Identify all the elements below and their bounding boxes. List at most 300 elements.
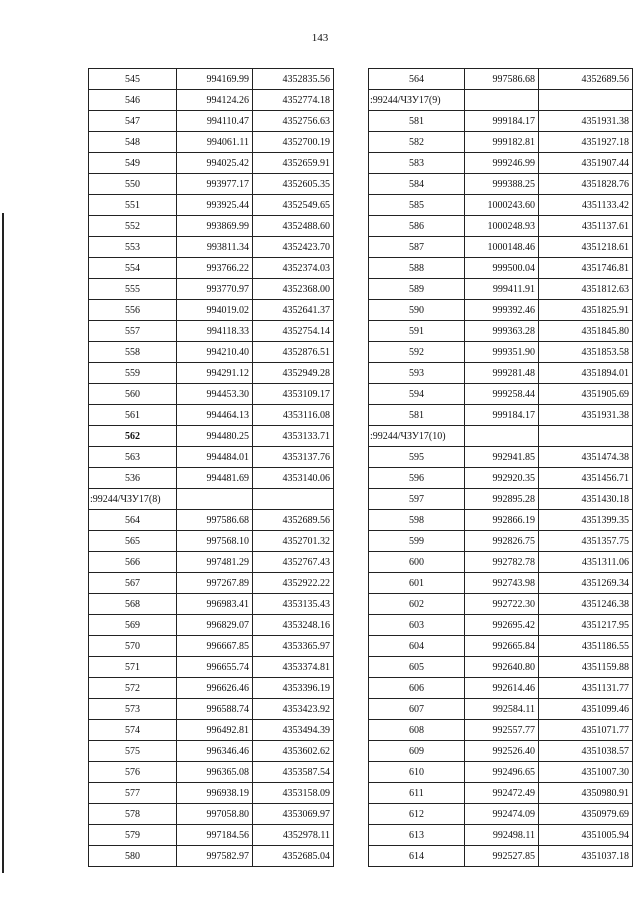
- x-coordinate-cell: 993869.99: [177, 216, 253, 237]
- y-coordinate-cell: 4353396.19: [253, 678, 334, 699]
- y-coordinate-cell: 4351746.81: [539, 258, 633, 279]
- x-coordinate-cell: 999182.81: [465, 132, 539, 153]
- x-coordinate-cell: 996626.46: [177, 678, 253, 699]
- x-coordinate-cell: 1000148.46: [465, 237, 539, 258]
- point-number-cell: 565: [89, 531, 177, 552]
- x-coordinate-cell: 994110.47: [177, 111, 253, 132]
- point-number-cell: 561: [89, 405, 177, 426]
- y-coordinate-cell: 4352754.14: [253, 321, 334, 342]
- point-number-cell: 605: [369, 657, 465, 678]
- point-number-cell: 579: [89, 825, 177, 846]
- table-row: [369, 216, 633, 237]
- x-coordinate-cell: 999388.25: [465, 174, 539, 195]
- x-coordinate-cell: 992584.11: [465, 699, 539, 720]
- point-number-cell: 587: [369, 237, 465, 258]
- y-coordinate-cell: 4352700.19: [253, 132, 334, 153]
- y-coordinate-cell: 4353602.62: [253, 741, 334, 762]
- y-coordinate-cell: 4352876.51: [253, 342, 334, 363]
- x-coordinate-cell: 992743.98: [465, 573, 539, 594]
- x-coordinate-cell: 994061.11: [177, 132, 253, 153]
- point-number-cell: 572: [89, 678, 177, 699]
- table-row: [369, 510, 633, 531]
- table-row: [369, 741, 633, 762]
- point-number-cell: 583: [369, 153, 465, 174]
- x-coordinate-cell: 992614.46: [465, 678, 539, 699]
- x-coordinate-cell: 994484.01: [177, 447, 253, 468]
- table-row: [89, 405, 334, 426]
- x-coordinate-cell: 994453.30: [177, 384, 253, 405]
- table-row: [89, 468, 334, 489]
- y-coordinate-cell: 4351186.55: [539, 636, 633, 657]
- y-coordinate-cell: 4351828.76: [539, 174, 633, 195]
- table-row: [89, 384, 334, 405]
- point-number-cell: 608: [369, 720, 465, 741]
- y-coordinate-cell: 4351159.88: [539, 657, 633, 678]
- table-row: [89, 447, 334, 468]
- point-number-cell: 600: [369, 552, 465, 573]
- point-number-cell: 569: [89, 615, 177, 636]
- table-row: [369, 384, 633, 405]
- y-coordinate-cell: 4352488.60: [253, 216, 334, 237]
- x-coordinate-cell: 992665.84: [465, 636, 539, 657]
- point-number-cell: 566: [89, 552, 177, 573]
- table-row: [369, 300, 633, 321]
- y-coordinate-cell: 4353133.71: [253, 426, 334, 447]
- table-row: [89, 678, 334, 699]
- y-coordinate-cell: 4353109.17: [253, 384, 334, 405]
- y-coordinate-cell: 4351311.06: [539, 552, 633, 573]
- x-coordinate-cell: 1000248.93: [465, 216, 539, 237]
- point-number-cell: 564: [89, 510, 177, 531]
- y-coordinate-cell: 4351905.69: [539, 384, 633, 405]
- x-coordinate-cell: 999258.44: [465, 384, 539, 405]
- x-coordinate-cell: 999500.04: [465, 258, 539, 279]
- table-row: [369, 531, 633, 552]
- point-number-cell: 592: [369, 342, 465, 363]
- point-number-cell: 575: [89, 741, 177, 762]
- y-coordinate-cell: 4352774.18: [253, 90, 334, 111]
- table-row: [369, 552, 633, 573]
- x-coordinate-cell: 999246.99: [465, 153, 539, 174]
- y-coordinate-cell: 4351907.44: [539, 153, 633, 174]
- y-coordinate-cell: 4351005.94: [539, 825, 633, 846]
- table-row: [89, 594, 334, 615]
- x-coordinate-cell: 994291.12: [177, 363, 253, 384]
- y-coordinate-cell: 4353248.16: [253, 615, 334, 636]
- point-number-cell: 610: [369, 762, 465, 783]
- y-coordinate-cell: 4352949.28: [253, 363, 334, 384]
- x-coordinate-cell: 994480.25: [177, 426, 253, 447]
- x-coordinate-cell: 999281.48: [465, 363, 539, 384]
- x-coordinate-cell: 994124.26: [177, 90, 253, 111]
- table-row: [89, 741, 334, 762]
- point-number-cell: 552: [89, 216, 177, 237]
- table-row: [369, 489, 633, 510]
- point-number-cell: 571: [89, 657, 177, 678]
- table-row: [89, 510, 334, 531]
- y-coordinate-cell: 4352549.65: [253, 195, 334, 216]
- x-coordinate-cell: 994169.99: [177, 69, 253, 90]
- table-row: [89, 132, 334, 153]
- y-coordinate-cell: 4351825.91: [539, 300, 633, 321]
- x-coordinate-cell: 992920.35: [465, 468, 539, 489]
- point-number-cell: 557: [89, 321, 177, 342]
- page-number: 143: [311, 32, 329, 44]
- table-row: [369, 846, 633, 867]
- y-coordinate-cell: 4351474.38: [539, 447, 633, 468]
- point-number-cell: 554: [89, 258, 177, 279]
- y-coordinate-cell: 4350979.69: [539, 804, 633, 825]
- x-coordinate-cell: 996938.19: [177, 783, 253, 804]
- point-number-cell: 606: [369, 678, 465, 699]
- y-coordinate-cell: 4353587.54: [253, 762, 334, 783]
- table-row: [89, 699, 334, 720]
- y-coordinate-cell: 4351137.61: [539, 216, 633, 237]
- y-coordinate-cell: 4351133.42: [539, 195, 633, 216]
- table-row: [369, 573, 633, 594]
- point-number-cell: 576: [89, 762, 177, 783]
- y-coordinate-cell: 4351037.18: [539, 846, 633, 867]
- table-row: [369, 111, 633, 132]
- x-coordinate-cell: 992895.28: [465, 489, 539, 510]
- margin-bar: [2, 213, 4, 873]
- y-coordinate-cell: 4350980.91: [539, 783, 633, 804]
- x-coordinate-cell: 992782.78: [465, 552, 539, 573]
- table-row: [369, 279, 633, 300]
- table-row: [89, 363, 334, 384]
- y-coordinate-cell: 4353374.81: [253, 657, 334, 678]
- table-row: [369, 237, 633, 258]
- y-coordinate-cell: 4351853.58: [539, 342, 633, 363]
- point-number-cell: 607: [369, 699, 465, 720]
- x-coordinate-cell: 996365.08: [177, 762, 253, 783]
- y-coordinate-cell: 4352978.11: [253, 825, 334, 846]
- y-coordinate-cell: 4353140.06: [253, 468, 334, 489]
- point-number-cell: 548: [89, 132, 177, 153]
- x-coordinate-cell: 992557.77: [465, 720, 539, 741]
- coordinates-table-left: [88, 68, 334, 867]
- table-row: [89, 657, 334, 678]
- table-row: [89, 846, 334, 867]
- x-coordinate-cell: 1000243.60: [465, 195, 539, 216]
- y-coordinate-cell: 4353365.97: [253, 636, 334, 657]
- y-coordinate-cell: 4351430.18: [539, 489, 633, 510]
- table-row: [89, 573, 334, 594]
- table-row: [89, 804, 334, 825]
- point-number-cell: 578: [89, 804, 177, 825]
- x-coordinate-cell: 997586.68: [177, 510, 253, 531]
- y-coordinate-cell: 4351357.75: [539, 531, 633, 552]
- point-number-cell: 562: [89, 426, 177, 447]
- point-number-cell: 584: [369, 174, 465, 195]
- point-number-cell: 546: [89, 90, 177, 111]
- y-coordinate-cell: 4352689.56: [253, 510, 334, 531]
- y-coordinate-cell: 4353423.92: [253, 699, 334, 720]
- section-label: :99244/ЧЗУ17(10): [369, 426, 465, 447]
- x-coordinate-cell: 999411.91: [465, 279, 539, 300]
- table-row: [369, 258, 633, 279]
- table-row: [369, 69, 633, 90]
- x-coordinate-cell: 992526.40: [465, 741, 539, 762]
- y-coordinate-cell: 4351931.38: [539, 111, 633, 132]
- point-number-cell: 568: [89, 594, 177, 615]
- point-number-cell: 595: [369, 447, 465, 468]
- x-coordinate-cell: 992472.49: [465, 783, 539, 804]
- empty-cell: [177, 489, 253, 510]
- x-coordinate-cell: 999184.17: [465, 405, 539, 426]
- y-coordinate-cell: 4352689.56: [539, 69, 633, 90]
- point-number-cell: 603: [369, 615, 465, 636]
- table-row: [369, 447, 633, 468]
- x-coordinate-cell: 994019.02: [177, 300, 253, 321]
- point-number-cell: 551: [89, 195, 177, 216]
- table-row: [369, 699, 633, 720]
- table-row: [369, 594, 633, 615]
- table-row: [89, 342, 334, 363]
- x-coordinate-cell: 997568.10: [177, 531, 253, 552]
- x-coordinate-cell: 997582.97: [177, 846, 253, 867]
- x-coordinate-cell: 993770.97: [177, 279, 253, 300]
- point-number-cell: 613: [369, 825, 465, 846]
- point-number-cell: 547: [89, 111, 177, 132]
- table-row: [369, 657, 633, 678]
- y-coordinate-cell: 4352767.43: [253, 552, 334, 573]
- point-number-cell: 614: [369, 846, 465, 867]
- table-row: [369, 804, 633, 825]
- point-number-cell: 591: [369, 321, 465, 342]
- y-coordinate-cell: 4352368.00: [253, 279, 334, 300]
- table-row: [89, 531, 334, 552]
- point-number-cell: 586: [369, 216, 465, 237]
- x-coordinate-cell: 997481.29: [177, 552, 253, 573]
- table-row: [369, 195, 633, 216]
- x-coordinate-cell: 999363.28: [465, 321, 539, 342]
- table-row: [89, 552, 334, 573]
- y-coordinate-cell: 4351812.63: [539, 279, 633, 300]
- table-row: [369, 405, 633, 426]
- table-row: [89, 69, 334, 90]
- x-coordinate-cell: 994025.42: [177, 153, 253, 174]
- section-row: [89, 489, 334, 510]
- point-number-cell: 582: [369, 132, 465, 153]
- point-number-cell: 585: [369, 195, 465, 216]
- x-coordinate-cell: 992474.09: [465, 804, 539, 825]
- table-row: [89, 237, 334, 258]
- x-coordinate-cell: 992722.30: [465, 594, 539, 615]
- x-coordinate-cell: 993977.17: [177, 174, 253, 195]
- x-coordinate-cell: 992527.85: [465, 846, 539, 867]
- point-number-cell: 553: [89, 237, 177, 258]
- x-coordinate-cell: 997586.68: [465, 69, 539, 90]
- table-row: [89, 636, 334, 657]
- empty-cell: [539, 90, 633, 111]
- point-number-cell: 563: [89, 447, 177, 468]
- table-row: [89, 90, 334, 111]
- table-row: [89, 195, 334, 216]
- point-number-cell: 588: [369, 258, 465, 279]
- coordinates-table-right: [368, 68, 633, 867]
- x-coordinate-cell: 994464.13: [177, 405, 253, 426]
- y-coordinate-cell: 4351131.77: [539, 678, 633, 699]
- table-row: [89, 279, 334, 300]
- point-number-cell: 612: [369, 804, 465, 825]
- table-row: [369, 636, 633, 657]
- y-coordinate-cell: 4352641.37: [253, 300, 334, 321]
- y-coordinate-cell: 4352605.35: [253, 174, 334, 195]
- y-coordinate-cell: 4353135.43: [253, 594, 334, 615]
- point-number-cell: 599: [369, 531, 465, 552]
- point-number-cell: 604: [369, 636, 465, 657]
- point-number-cell: 545: [89, 69, 177, 90]
- x-coordinate-cell: 993766.22: [177, 258, 253, 279]
- x-coordinate-cell: 992498.11: [465, 825, 539, 846]
- table-row: [89, 174, 334, 195]
- table-row: [89, 615, 334, 636]
- point-number-cell: 611: [369, 783, 465, 804]
- table-row: [369, 468, 633, 489]
- table-row: [369, 132, 633, 153]
- point-number-cell: 577: [89, 783, 177, 804]
- table-row: [369, 174, 633, 195]
- y-coordinate-cell: 4351217.95: [539, 615, 633, 636]
- y-coordinate-cell: 4351038.57: [539, 741, 633, 762]
- point-number-cell: 601: [369, 573, 465, 594]
- y-coordinate-cell: 4352659.91: [253, 153, 334, 174]
- empty-cell: [253, 489, 334, 510]
- table-row: [89, 111, 334, 132]
- table-row: [89, 321, 334, 342]
- table-row: [369, 153, 633, 174]
- x-coordinate-cell: 992640.80: [465, 657, 539, 678]
- x-coordinate-cell: 999351.90: [465, 342, 539, 363]
- table-row: [369, 825, 633, 846]
- point-number-cell: 597: [369, 489, 465, 510]
- section-label: :99244/ЧЗУ17(8): [89, 489, 177, 510]
- x-coordinate-cell: 993925.44: [177, 195, 253, 216]
- x-coordinate-cell: 996983.41: [177, 594, 253, 615]
- point-number-cell: 594: [369, 384, 465, 405]
- y-coordinate-cell: 4353069.97: [253, 804, 334, 825]
- y-coordinate-cell: 4352374.03: [253, 258, 334, 279]
- point-number-cell: 570: [89, 636, 177, 657]
- y-coordinate-cell: 4351456.71: [539, 468, 633, 489]
- x-coordinate-cell: 992941.85: [465, 447, 539, 468]
- point-number-cell: 555: [89, 279, 177, 300]
- section-row: [369, 426, 633, 447]
- y-coordinate-cell: 4351007.30: [539, 762, 633, 783]
- y-coordinate-cell: 4353158.09: [253, 783, 334, 804]
- table-row: [89, 216, 334, 237]
- y-coordinate-cell: 4351845.80: [539, 321, 633, 342]
- table-row: [89, 783, 334, 804]
- x-coordinate-cell: 994118.33: [177, 321, 253, 342]
- point-number-cell: 590: [369, 300, 465, 321]
- y-coordinate-cell: 4352701.32: [253, 531, 334, 552]
- point-number-cell: 593: [369, 363, 465, 384]
- table-row: [369, 678, 633, 699]
- x-coordinate-cell: 996829.07: [177, 615, 253, 636]
- y-coordinate-cell: 4351927.18: [539, 132, 633, 153]
- section-row: [369, 90, 633, 111]
- x-coordinate-cell: 996346.46: [177, 741, 253, 762]
- point-number-cell: 573: [89, 699, 177, 720]
- table-row: [369, 342, 633, 363]
- x-coordinate-cell: 992826.75: [465, 531, 539, 552]
- y-coordinate-cell: 4351218.61: [539, 237, 633, 258]
- point-number-cell: 581: [369, 111, 465, 132]
- table-row: [369, 720, 633, 741]
- point-number-cell: 549: [89, 153, 177, 174]
- point-number-cell: 559: [89, 363, 177, 384]
- x-coordinate-cell: 992866.19: [465, 510, 539, 531]
- y-coordinate-cell: 4351071.77: [539, 720, 633, 741]
- x-coordinate-cell: 994210.40: [177, 342, 253, 363]
- point-number-cell: 550: [89, 174, 177, 195]
- y-coordinate-cell: 4352685.04: [253, 846, 334, 867]
- table-row: [89, 825, 334, 846]
- y-coordinate-cell: 4353494.39: [253, 720, 334, 741]
- y-coordinate-cell: 4352835.56: [253, 69, 334, 90]
- table-row: [89, 258, 334, 279]
- table-row: [89, 426, 334, 447]
- point-number-cell: 536: [89, 468, 177, 489]
- x-coordinate-cell: 997184.56: [177, 825, 253, 846]
- x-coordinate-cell: 992496.65: [465, 762, 539, 783]
- y-coordinate-cell: 4351399.35: [539, 510, 633, 531]
- x-coordinate-cell: 993811.34: [177, 237, 253, 258]
- x-coordinate-cell: 996492.81: [177, 720, 253, 741]
- table-row: [369, 762, 633, 783]
- empty-cell: [539, 426, 633, 447]
- table-row: [89, 720, 334, 741]
- x-coordinate-cell: 994481.69: [177, 468, 253, 489]
- point-number-cell: 580: [89, 846, 177, 867]
- point-number-cell: 560: [89, 384, 177, 405]
- y-coordinate-cell: 4352423.70: [253, 237, 334, 258]
- point-number-cell: 598: [369, 510, 465, 531]
- x-coordinate-cell: 999392.46: [465, 300, 539, 321]
- point-number-cell: 589: [369, 279, 465, 300]
- x-coordinate-cell: 992695.42: [465, 615, 539, 636]
- point-number-cell: 602: [369, 594, 465, 615]
- y-coordinate-cell: 4353137.76: [253, 447, 334, 468]
- x-coordinate-cell: 996667.85: [177, 636, 253, 657]
- y-coordinate-cell: 4351894.01: [539, 363, 633, 384]
- point-number-cell: 609: [369, 741, 465, 762]
- empty-cell: [465, 426, 539, 447]
- x-coordinate-cell: 997267.89: [177, 573, 253, 594]
- x-coordinate-cell: 999184.17: [465, 111, 539, 132]
- point-number-cell: 567: [89, 573, 177, 594]
- point-number-cell: 581: [369, 405, 465, 426]
- point-number-cell: 558: [89, 342, 177, 363]
- y-coordinate-cell: 4351246.38: [539, 594, 633, 615]
- section-label: :99244/ЧЗУ17(9): [369, 90, 465, 111]
- point-number-cell: 564: [369, 69, 465, 90]
- table-row: [369, 783, 633, 804]
- x-coordinate-cell: 996588.74: [177, 699, 253, 720]
- point-number-cell: 574: [89, 720, 177, 741]
- point-number-cell: 596: [369, 468, 465, 489]
- table-row: [89, 153, 334, 174]
- table-row: [369, 615, 633, 636]
- y-coordinate-cell: 4352922.22: [253, 573, 334, 594]
- point-number-cell: 556: [89, 300, 177, 321]
- table-row: [89, 762, 334, 783]
- table-row: [369, 321, 633, 342]
- empty-cell: [465, 90, 539, 111]
- y-coordinate-cell: 4352756.63: [253, 111, 334, 132]
